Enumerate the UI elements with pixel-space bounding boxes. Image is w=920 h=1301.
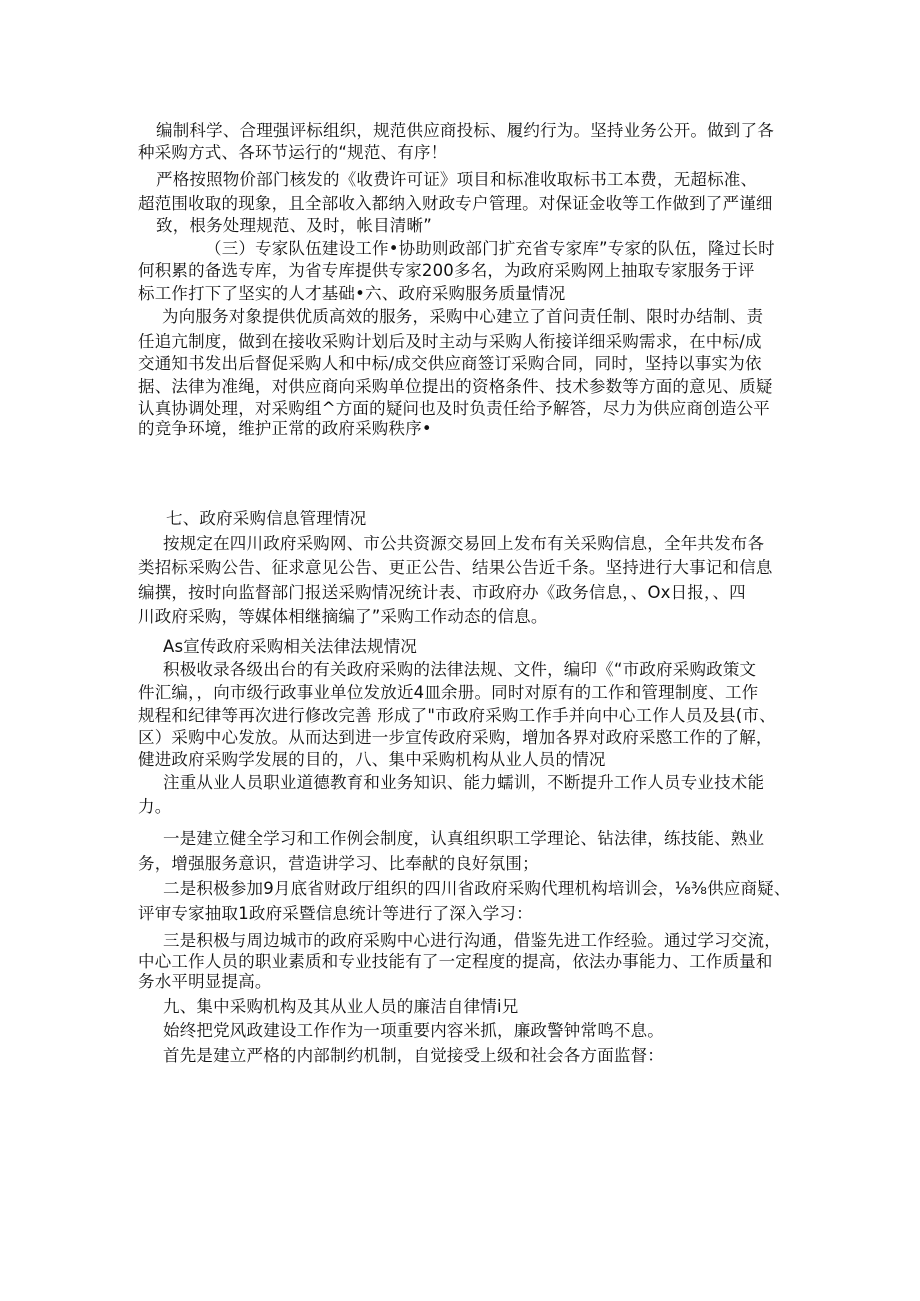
text-line: 一是建立健全学习和工作例会制度，认真组织职工学理论、钻法律，练技能、熟业 bbox=[163, 829, 765, 848]
text-line: 编撰，按时向监督部门报送采购情况统计表、市政府办《政务信息，、Ox日报，、四 bbox=[138, 583, 746, 602]
text-line: 力。 bbox=[138, 797, 172, 816]
text-line: 三是积极与周边城市的政府采购中心进行沟通，借鉴先进工作经验。通过学习交流， bbox=[163, 931, 781, 950]
text-line: 件汇编，，向市级行政事业单位发放近4皿余册。同时对原有的工作和管理制度、工作 bbox=[138, 683, 759, 702]
text-line: 评审专家抽取1政府采暨信息统计等进行了深入学习： bbox=[138, 904, 533, 923]
text-line: 的竞争环境，维护正常的政府采购秩序• bbox=[138, 419, 432, 438]
text-line: 类招标采购公告、征求意见公告、更正公告、结果公告近千条。坚持进行大事记和信息 bbox=[138, 558, 773, 577]
text-line: 按规定在四川政府采购网、市公共资源交易回上发布有关采购信息，全年共发布各 bbox=[163, 534, 765, 553]
text-line: 务水平明显提高。 bbox=[138, 972, 272, 991]
section-heading: （三）专家队伍建设工作•协助则政部门扩充省专家库”专家的队伍，隆过长时 bbox=[205, 239, 775, 258]
section-heading: As宣传政府采购相关法律法规情况 bbox=[163, 637, 418, 656]
text-line: 区）采购中心发放。从而达到进一步宣传政府采购，增加各界对政府采愍工作的了解， bbox=[138, 728, 773, 747]
text-line: 编制科学、合理强评标组织，规范供应商投标、履约行为。坚持业务公开。做到了各 bbox=[156, 121, 774, 140]
text-line: 严格按照物价部门核发的《收费许可证》项目和标准收取标书工本费，无超标准、 bbox=[156, 170, 758, 189]
text-line: 规程和纪律等再次进行修改完善 形成了"市政府采购工作手并向中心工作人员及县(市、 bbox=[138, 706, 776, 725]
text-line: 注重从业人员职业道德教育和业务知识、能力蠕训，不断提升工作人员专业技术能 bbox=[163, 773, 765, 792]
text-line: 据、法律为准绳，对供应商向采购单位提出的资格条件、技术参数等方面的意见、质疑 bbox=[138, 377, 773, 396]
text-line: 为向服务对象提供优质高效的服务，采购中心建立了首问责任制、限时办结制、责 bbox=[162, 307, 764, 326]
text-line: 交通知书发出后督促采购人和中标/成交供应商签订采购合同，同时，坚持以事实为依 bbox=[138, 354, 762, 373]
text-line: 认真协调处理，对采购组^方面的疑问也及时负责任给予解答，尽力为供应商创造公平 bbox=[138, 399, 770, 418]
text-line: 中心工作人员的职业素质和专业技能有了一定程度的提高，依法办事能力、工作质量和 bbox=[138, 952, 773, 971]
text-line: 务，增强服务意识，营造讲学习、比奉献的良好氛围； bbox=[138, 854, 539, 873]
section-heading: 九、集中采购机构及其从业人员的廉洁自律情i兄 bbox=[163, 997, 519, 1016]
text-line: 二是积极参加9月底省财政厅组织的四川省政府采购代理机构培训会，⅛⅜供应商疑、 bbox=[163, 879, 791, 898]
text-line: 种采购方式、各环节运行的“规范、有序！ bbox=[138, 143, 448, 162]
text-line: 始终把党风政建设工作作为一项重要内容米抓，廉政警钟常鸣不息。 bbox=[163, 1021, 664, 1040]
text-line: 积极收录各级出台的有关政府采购的法律法规、文件，编印《“市政府采购政策文 bbox=[163, 660, 757, 679]
text-line: 首先是建立严格的内部制约机制，自觉接受上级和社会各方面监督： bbox=[163, 1046, 664, 1065]
text-line: 超范围收取的现象，且全部收入都纳入财政专户管理。对保证金收等工作做到了严谨细 bbox=[138, 194, 773, 213]
text-line: 致，根务处理规范、及时，帐目清晰” bbox=[156, 216, 432, 235]
text-line: 标工作打下了坚实的人才基础•六、政府采购服务质量情况 bbox=[138, 284, 566, 303]
text-line: 健进政府采购学发展的目的，八、集中采购机构从业人员的情况 bbox=[138, 750, 606, 769]
text-line: 何积累的备选专库，为省专库提供专家200多名，为政府采购网上抽取专家服务于评 bbox=[138, 261, 755, 280]
text-line: 任追亢制度，做到在接收采购计划后及时主动与采购人衔接详细采购需求，在中标/成 bbox=[138, 332, 762, 351]
section-heading: 七、政府采购信息管理情况 bbox=[166, 509, 367, 528]
text-line: 川政府采购，等媒体相继摘编了”采购工作动态的信息。 bbox=[138, 607, 548, 626]
